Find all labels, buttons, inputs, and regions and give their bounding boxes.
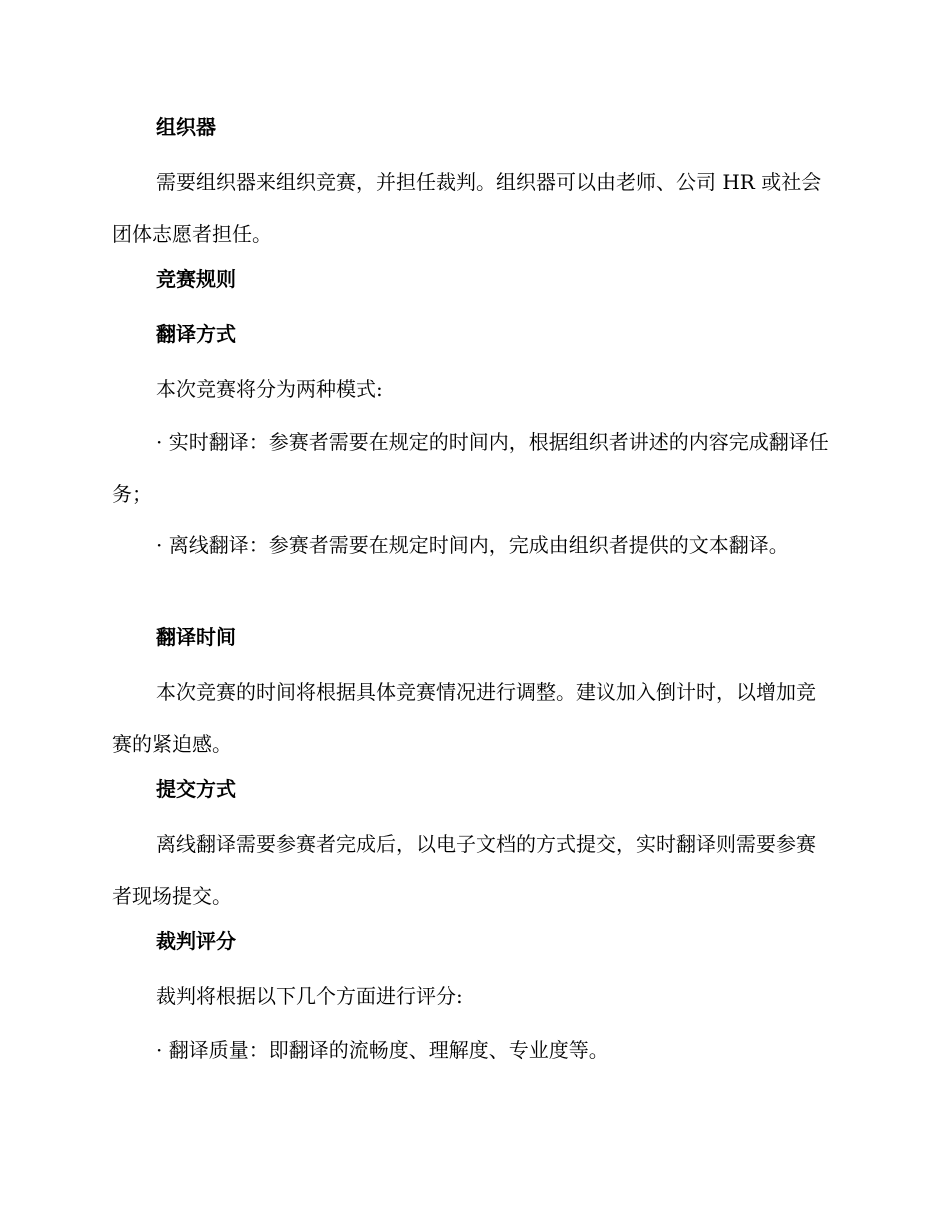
paragraph-translation-mode-intro: 本次竞赛将分为两种模式: (156, 377, 383, 401)
paragraph-submission: 离线翻译需要参赛者完成后，以电子文档的方式提交，实时翻译则需要参赛者现场提交。 (112, 832, 816, 908)
paragraph-organizer: 需要组织器来组织竞赛，并担任裁判。组织器可以由老师、公司 HR 或社会团体志愿者担任。 (112, 170, 822, 246)
heading-submission: 提交方式 (156, 777, 236, 801)
paragraph-judging-intro: 裁判将根据以下几个方面进行评分: (156, 984, 463, 1008)
heading-judging: 裁判评分 (156, 929, 236, 953)
list-item-realtime-translation: · 实时翻译：参赛者需要在规定的时间内，根据组织者讲述的内容完成翻译任务； (112, 430, 829, 506)
heading-rules: 竞赛规则 (156, 267, 236, 291)
list-item-offline-translation: · 离线翻译：参赛者需要在规定时间内，完成由组织者提供的文本翻译。 (156, 533, 789, 557)
list-item-translation-quality: · 翻译质量：即翻译的流畅度、理解度、专业度等。 (156, 1038, 609, 1062)
heading-organizer: 组织器 (156, 115, 216, 139)
paragraph-translation-time: 本次竞赛的时间将根据具体竞赛情况进行调整。建议加入倒计时，以增加竞赛的紧迫感。 (112, 680, 816, 756)
heading-translation-mode: 翻译方式 (156, 322, 236, 346)
heading-translation-time: 翻译时间 (156, 625, 236, 649)
